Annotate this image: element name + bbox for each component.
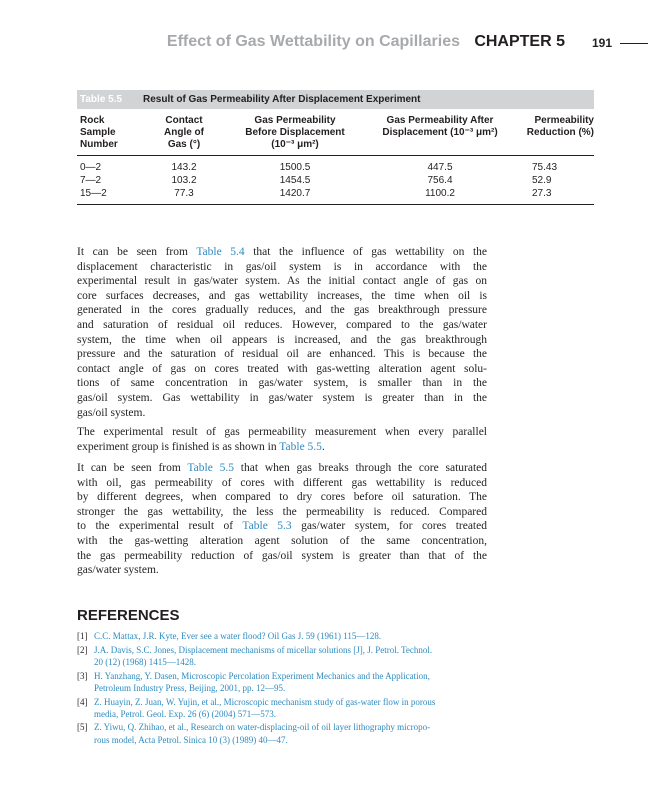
chapter-label: CHAPTER 5 bbox=[474, 33, 565, 50]
table-label: Table 5.5 bbox=[80, 94, 123, 105]
table-caption bbox=[77, 90, 594, 109]
reference-item: [2] J.A. Davis, S.C. Jones, Displacement mechanisms of micellar solutions [J], J. Petrol. Technol. 20 (12) (1968) 1415—1428. bbox=[77, 644, 433, 667]
table-cell: 1100.2 bbox=[425, 188, 455, 199]
running-title: Effect of Gas Wettability on Capillaries bbox=[166, 33, 460, 50]
table-reference-link[interactable]: Table 5.4 bbox=[196, 246, 245, 258]
body-paragraph-2: The experimental result of gas permeability measurement when every parallel experiment group is finished is as shown in Table 5.5. bbox=[77, 426, 487, 453]
table-reference-link[interactable]: Table 5.5 bbox=[187, 462, 234, 474]
reference-item: [1] C.C. Mattax, J.R. Kyte, Ever see a water flood? Oil Gas J. 59 (1961) 115—128. bbox=[77, 631, 382, 641]
reference-item: [3] H. Yanzhang, Y. Dasen, Microscopic Percolation Experiment Mechanics and the Application, Petroleum Industry Press, Beijing, 2001, pp. 12—95. bbox=[77, 670, 430, 693]
table-reference-link[interactable]: Table 5.3 bbox=[242, 520, 292, 533]
column-header-permeability-reduction: Permeability Reduction (%) bbox=[526, 115, 594, 138]
table-cell: 1454.5 bbox=[279, 175, 311, 186]
running-header bbox=[0, 33, 648, 55]
reference-link[interactable]: Z. Huayin, Z. Juan, W. Yujin, et al., Microscopic mechanism study of gas-water flow in porous media, Petrol. Geol. Exp. 26 (6) (2004) 571—573. bbox=[94, 696, 436, 719]
table-cell: 27.3 bbox=[532, 188, 552, 199]
table-row bbox=[77, 188, 594, 200]
references-heading: REFERENCES bbox=[77, 607, 180, 624]
table-cell: 0—2 bbox=[80, 162, 102, 173]
table-row bbox=[77, 175, 594, 187]
results-table bbox=[77, 90, 594, 205]
column-header-permeability-after: Gas Permeability After Displacement (10⁻³ μm²) bbox=[382, 115, 498, 138]
table-reference-link[interactable]: Table 5.5 bbox=[279, 440, 322, 453]
reference-link[interactable]: H. Yanzhang, Y. Dasen, Microscopic Percolation Experiment Mechanics and the Application, Petroleum Industry Press, Beijing, 2001, pp. 12—95. bbox=[94, 670, 430, 693]
table-cell: 447.5 bbox=[427, 162, 453, 173]
table-cell: 77.3 bbox=[174, 188, 194, 199]
table-cell: 7—2 bbox=[80, 175, 102, 186]
header-rule bbox=[620, 43, 648, 44]
table-title: Result of Gas Permeability After Displacement Experiment bbox=[143, 94, 421, 105]
table-cell: 75.43 bbox=[532, 162, 558, 173]
body-paragraph-1: It can be seen from Table 5.4 that the influence of gas wettability on the displacement characteristic in gas/oil system is in accordance with the experimental result in gas/water system. As the initial contact angle of gas on core surfaces decreases, and gas wettability increases, the time when oil is generated in the cores gradually reduces, and the gas breakthrough pressure and saturation of residual oil reduces. However, compared to the gas/water system, the time when oil appears is increased, and the gas breakthrough pressure and the saturation of residual oil are enhanced. This is because the contact angle of gas on cores treated with gas-wetting alteration agent solu- tions of same concentration in gas/water system, is smaller than in the gas/oil system. Gas wettability in gas/water system is greater than in the gas/oil system. bbox=[77, 246, 487, 419]
column-header-contact-angle: Contact Angle of Gas (°) bbox=[164, 115, 204, 150]
page-number: 191 bbox=[592, 36, 613, 50]
table-cell: 756.4 bbox=[427, 175, 453, 186]
column-header-rock-sample: Rock Sample Number bbox=[80, 115, 118, 150]
reference-link[interactable]: J.A. Davis, S.C. Jones, Displacement mechanisms of micellar solutions [J], J. Petrol. Technol. 20 (12) (1968) 1415—1428. bbox=[94, 644, 433, 667]
table-row bbox=[77, 162, 594, 174]
table-cell: 52.9 bbox=[532, 175, 552, 186]
table-cell: 1420.7 bbox=[279, 188, 311, 199]
column-header-permeability-before: Gas Permeability Before Displacement (10⁻³ μm²) bbox=[245, 115, 345, 150]
table-cell: 1500.5 bbox=[279, 162, 311, 173]
reference-item: [4] Z. Huayin, Z. Juan, W. Yujin, et al., Microscopic mechanism study of gas-water flow in porous media, Petrol. Geol. Exp. 26 (6) (2004) 571—573. bbox=[77, 696, 436, 719]
table-cell: 143.2 bbox=[171, 162, 197, 173]
reference-link[interactable]: C.C. Mattax, J.R. Kyte, Ever see a water flood? Oil Gas J. 59 (1961) 115—128. bbox=[94, 631, 382, 641]
table-header-row bbox=[77, 109, 594, 156]
table-body bbox=[77, 156, 594, 205]
reference-link[interactable]: Z. Yiwu, Q. Zhihao, et al., Research on water-displacing-oil of oil layer lithography micropo- rous model, Acta Petrol. Sinica 10 (3) (1989) 40—47. bbox=[94, 722, 431, 745]
references-list bbox=[77, 630, 489, 747]
table-cell: 103.2 bbox=[171, 175, 197, 186]
body-paragraph-3: It can be seen from Table 5.5 that when gas breaks through the core saturated with oil, gas permeability of cores with different gas wettability is reduced by different degrees, when compared to dry cores before oil saturation. The stronger the gas wettability, the less the permeability is reduced. Compared to the experimental result of Table 5.3 gas/water system, for cores treated with the gas-wetting alteration agent solution of the same concentration, the gas permeability reduction of gas/oil system is greater than that of the gas/water system. bbox=[77, 462, 487, 577]
reference-item: [5] Z. Yiwu, Q. Zhihao, et al., Research on water-displacing-oil of oil layer lithography micropo- rous model, Acta Petrol. Sinica 10 (3) (1989) 40—47. bbox=[77, 722, 431, 745]
table-cell: 15—2 bbox=[80, 188, 107, 199]
